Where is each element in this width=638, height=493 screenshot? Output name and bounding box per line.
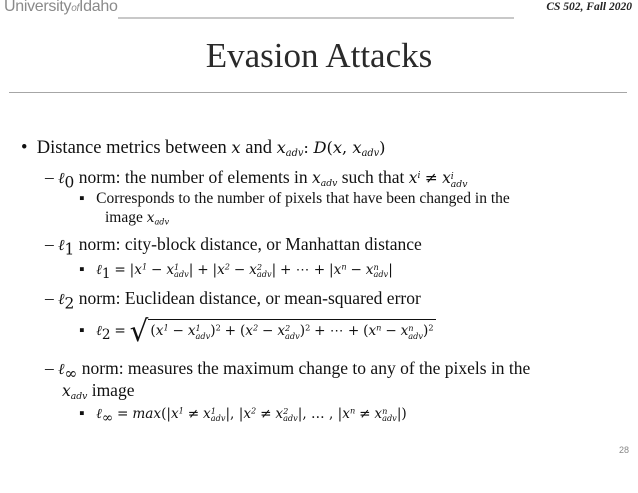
linf-norm-text: norm: measures the maximum change to any of the pixels in the — [81, 358, 531, 378]
course-label: CS 502, Fall 2020 — [546, 1, 632, 13]
logo-text-main: University — [4, 0, 72, 15]
l2-norm-text: norm: Euclidean distance, or mean-squared error — [78, 288, 421, 308]
l2-formula: ▪ ℓ$_2$ = √ ($x^1 - x$ 1 adv )$^2 + (x^2 - x$ 2 adv )$^2$ + ⋯ + ($x^n - x$ n adv )$^2$ — [79, 314, 434, 348]
bullet-distance-metrics: • Distance metrics between x and $x_{adv}$: D(x, $x_{adv}$) — [21, 138, 386, 159]
logo-text-end: Idaho — [79, 0, 118, 15]
l0-sub-text: Corresponds to the number of pixels that have been changed in the — [96, 190, 510, 207]
linf-formula: ▪ ℓ$_\infty$ = $\max(|x^1 \ne x$ 1 adv |, $|x^2 \ne x$ 2 adv |, … , $|x^n \ne x$ n adv |) — [79, 405, 407, 427]
bullet-dot: • — [21, 138, 28, 158]
l1-formula: ▪ ℓ$_1$ = $|x^1 - x$ 1 adv | + $|x^2 - x$ 2 adv | + ⋯ + $|x^n - x$ n adv | — [79, 261, 393, 283]
logo-text-of: of — [71, 3, 79, 14]
page-number: 28 — [618, 445, 629, 455]
l1-norm-item: – ℓ$_1$ norm: city-block distance, or Manhattan distance — [45, 234, 422, 259]
l0-sub-item: ▪ Corresponds to the number of pixels that have been changed in the — [79, 190, 510, 207]
bullet-text: Distance metrics between — [36, 138, 227, 158]
l0-norm-item: – ℓ$_0$ norm: the number of elements in $x_{adv}$ such that $x^i \ne x$ i adv — [45, 167, 468, 192]
l1-norm-text: norm: city-block distance, or Manhattan distance — [78, 234, 422, 254]
slide-title: Evasion Attacks — [205, 36, 433, 75]
linf-norm-item: – ℓ$_\infty$ norm: measures the maximum change to any of the pixels in the — [45, 358, 531, 383]
title-rule — [9, 92, 627, 93]
and-text: and — [245, 138, 272, 158]
l0-sub-item-cont: image $x_{adv}$ — [105, 209, 170, 227]
l0-norm-text: norm: the number of elements in — [78, 167, 308, 187]
linf-norm-item-cont: $x_{adv}$ image — [62, 380, 135, 402]
l0-sub-text-cont: image — [105, 209, 143, 226]
such-that-text: such that — [341, 167, 405, 187]
l2-norm-item: – ℓ$_2$ norm: Euclidean distance, or mean-squared error — [45, 288, 421, 313]
university-logo — [4, 0, 118, 16]
header-divider — [118, 17, 514, 19]
linf-norm-text-cont: image — [91, 380, 135, 400]
